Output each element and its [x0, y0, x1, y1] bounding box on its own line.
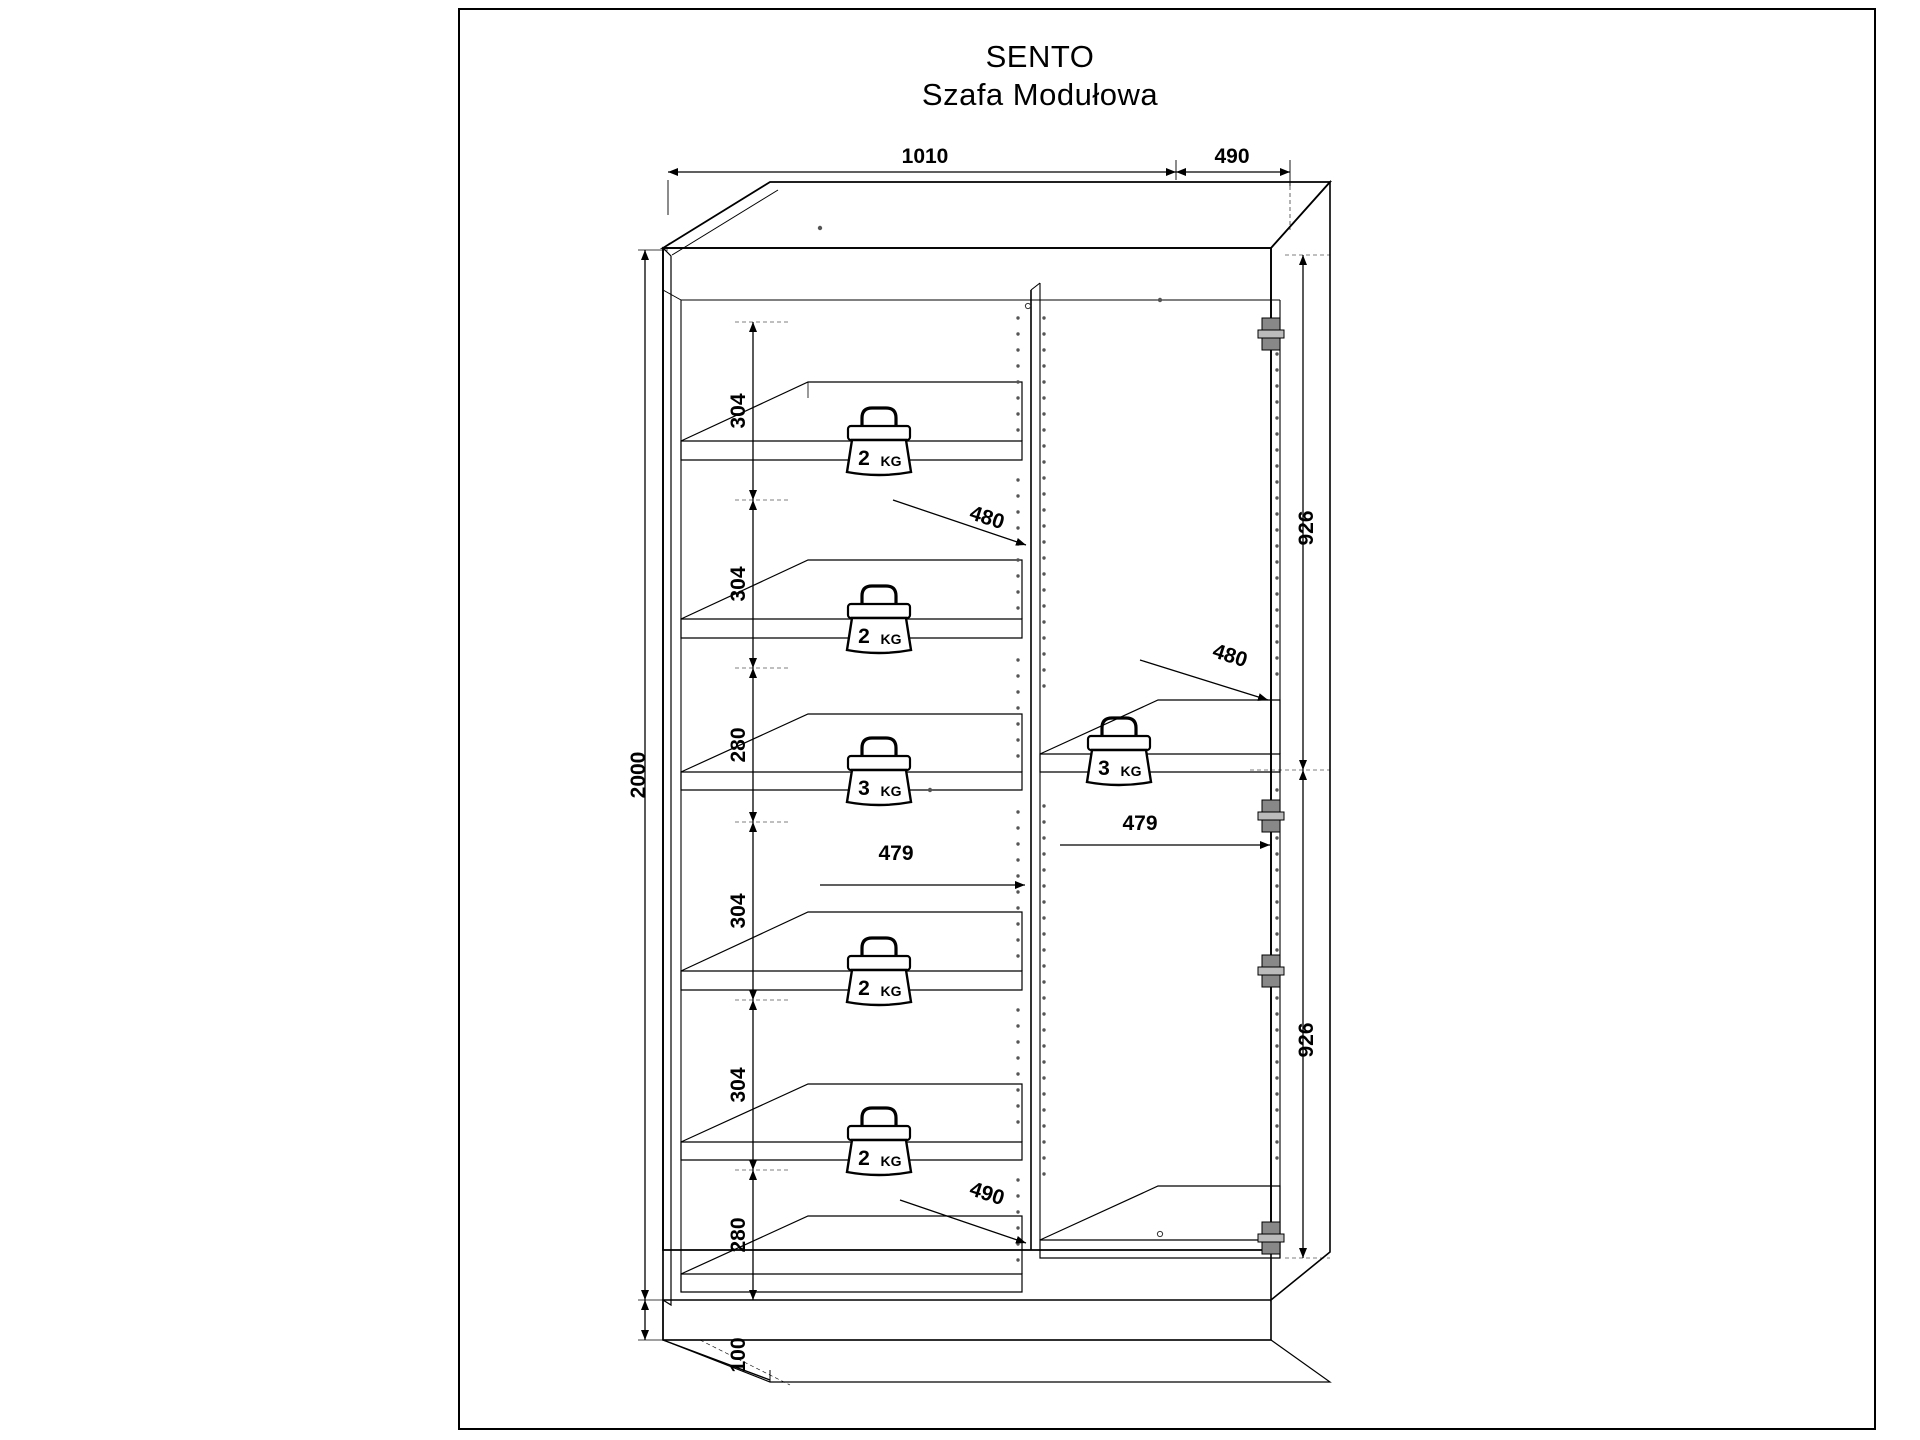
weight-unit: KG [880, 453, 902, 469]
weight-unit: KG [1120, 763, 1142, 779]
page-title: SENTO [985, 39, 1095, 74]
weight-unit: KG [880, 1153, 902, 1169]
weight-value: 3 [1098, 757, 1110, 780]
weight-3kg-icon [847, 738, 911, 805]
weight-value: 2 [858, 447, 870, 470]
dim-top-depth: 490 [1214, 145, 1250, 168]
dim-left-6: 280 [727, 1217, 750, 1253]
dim-left-3: 280 [727, 727, 750, 763]
weight-2kg-icon [847, 1108, 911, 1175]
dim-top-width: 1010 [901, 145, 949, 168]
weight-unit: KG [880, 783, 902, 799]
weight-value: 2 [858, 625, 870, 648]
dim-shelf-depth-2: 480 [1209, 639, 1251, 673]
weight-unit: KG [880, 983, 902, 999]
dim-bottom-depth: 490 [966, 1177, 1008, 1211]
dim-total-height: 2000 [627, 751, 650, 799]
dim-plinth: 100 [727, 1337, 750, 1373]
weight-2kg-icon [847, 586, 911, 653]
dim-shelf-depth-1: 480 [966, 501, 1008, 535]
hinge-icon [1258, 318, 1284, 350]
dim-left-4: 304 [727, 893, 750, 929]
hinge-icon [1258, 800, 1284, 832]
weight-value: 2 [858, 1147, 870, 1170]
hinge-icon [1258, 1222, 1284, 1254]
dim-shelf-width-left: 479 [878, 842, 914, 865]
dim-right-1: 926 [1295, 510, 1318, 546]
weight-2kg-icon [847, 938, 911, 1005]
weight-2kg-icon [847, 408, 911, 475]
page-subtitle: Szafa Modułowa [921, 76, 1159, 112]
weight-value: 2 [858, 977, 870, 1000]
shelf-pin-holes [818, 226, 1279, 1262]
dim-left-5: 304 [727, 1067, 750, 1103]
hinge-icon [1258, 955, 1284, 987]
dim-right-2: 926 [1295, 1022, 1318, 1058]
dim-left-1: 304 [727, 393, 750, 429]
dimension-labels [627, 145, 1318, 1373]
weight-value: 3 [858, 777, 870, 800]
weight-unit: KG [880, 631, 902, 647]
dim-left-2: 304 [727, 566, 750, 602]
dim-shelf-width-right: 479 [1122, 812, 1158, 835]
